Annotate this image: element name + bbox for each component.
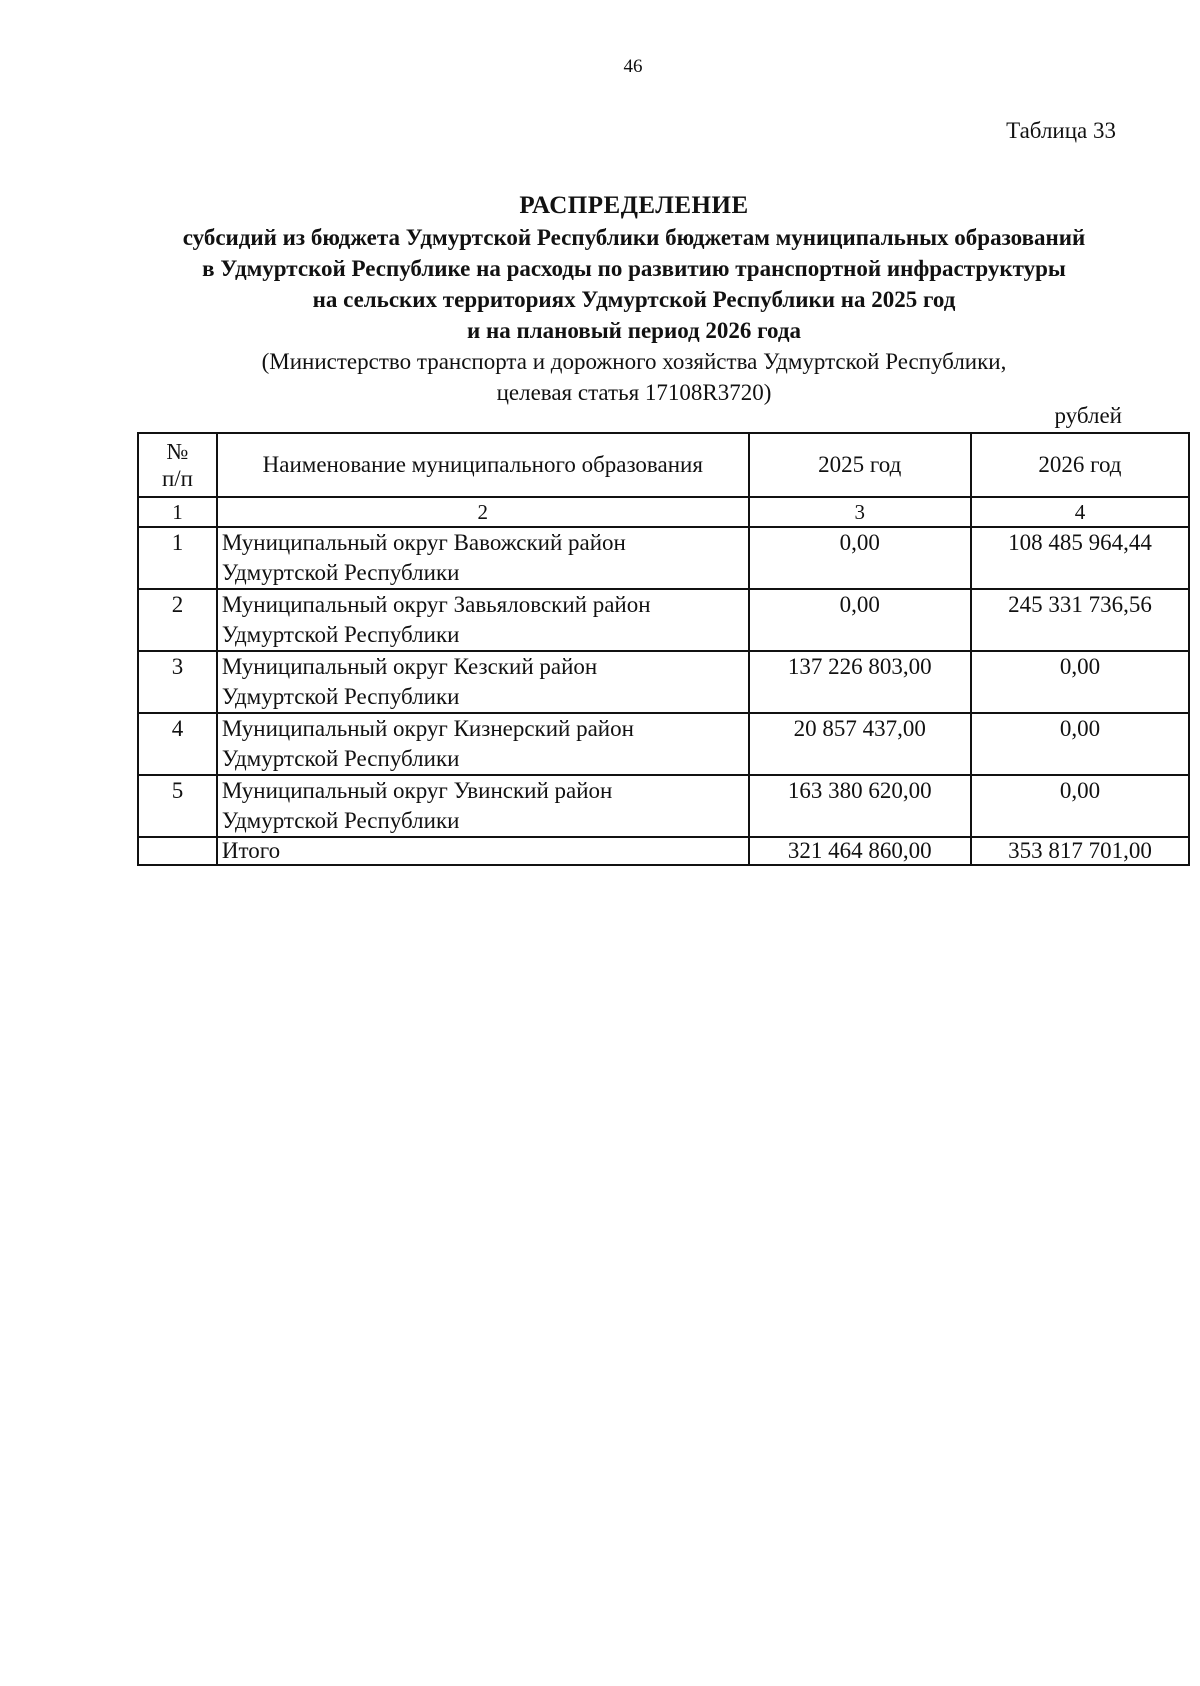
row-name-line-2: Удмуртской Республики xyxy=(221,684,460,709)
header-2026: 2026 год xyxy=(971,433,1189,497)
page-number: 46 xyxy=(623,56,643,77)
subtitle-line-3: на сельских территориях Удмуртской Республики на 2025 год xyxy=(312,287,956,312)
ministry-note-line-1: (Министерство транспорта и дорожного хозяйства Удмуртской Республики, xyxy=(261,349,1007,374)
row-name-line-2: Удмуртской Республики xyxy=(221,622,460,647)
row-name xyxy=(217,527,749,589)
row-name-line-1: Муниципальный округ Кизнерский район xyxy=(221,716,634,741)
row-name-line-2: Удмуртской Республики xyxy=(221,808,460,833)
column-index-row xyxy=(138,497,1189,527)
distribution-table xyxy=(137,432,1190,866)
row-name-line-2: Удмуртской Республики xyxy=(221,746,460,771)
row-name xyxy=(217,589,749,651)
total-number-empty xyxy=(138,837,217,865)
ministry-note-line-2: целевая статья 17108R3720) xyxy=(496,380,772,405)
row-number: 1 xyxy=(138,527,217,589)
document-title: РАСПРЕДЕЛЕНИЕ xyxy=(519,192,749,219)
table-row xyxy=(138,651,1189,713)
row-2025-amount: 0,00 xyxy=(749,527,971,589)
subtitle-line-4: и на плановый период 2026 года xyxy=(466,318,802,343)
total-row xyxy=(138,837,1189,865)
row-2025-amount: 20 857 437,00 xyxy=(749,713,971,775)
row-name-line-2: Удмуртской Республики xyxy=(221,560,460,585)
column-index-cell: 3 xyxy=(749,497,971,527)
row-2026-amount: 0,00 xyxy=(971,775,1189,837)
total-label: Итого xyxy=(217,837,749,865)
row-name-line-1: Муниципальный округ Увинский район xyxy=(221,778,613,803)
subtitle-line-1: субсидий из бюджета Удмуртской Республики бюджетам муниципальных образований xyxy=(182,225,1086,250)
row-2025-amount: 163 380 620,00 xyxy=(749,775,971,837)
row-2026-amount: 0,00 xyxy=(971,713,1189,775)
row-2025-amount: 137 226 803,00 xyxy=(749,651,971,713)
subtitle-line-2: в Удмуртской Республике на расходы по развитию транспортной инфраструктуры xyxy=(202,256,1066,281)
document-heading xyxy=(100,190,1168,408)
units-label: рублей xyxy=(1054,403,1122,428)
row-name-line-1: Муниципальный округ Вавожский район xyxy=(221,530,626,555)
row-number: 5 xyxy=(138,775,217,837)
header-number xyxy=(138,433,217,497)
row-name xyxy=(217,775,749,837)
total-2025-amount: 321 464 860,00 xyxy=(749,837,971,865)
row-2026-amount: 245 331 736,56 xyxy=(971,589,1189,651)
row-name-line-1: Муниципальный округ Кезский район xyxy=(221,654,598,679)
row-number: 4 xyxy=(138,713,217,775)
column-index-cell: 2 xyxy=(217,497,749,527)
row-number: 3 xyxy=(138,651,217,713)
table-header-row xyxy=(138,433,1189,497)
header-number-abbr: п/п xyxy=(161,466,193,491)
table-reference: Таблица 33 xyxy=(1006,118,1116,143)
row-number: 2 xyxy=(138,589,217,651)
header-2025: 2025 год xyxy=(749,433,971,497)
row-2026-amount: 108 485 964,44 xyxy=(971,527,1189,589)
table-row xyxy=(138,527,1189,589)
row-name xyxy=(217,713,749,775)
column-index-cell: 1 xyxy=(138,497,217,527)
table-row xyxy=(138,775,1189,837)
table-row xyxy=(138,589,1189,651)
header-number-symbol: № xyxy=(166,439,189,464)
row-name-line-1: Муниципальный округ Завьяловский район xyxy=(221,592,651,617)
row-2025-amount: 0,00 xyxy=(749,589,971,651)
row-2026-amount: 0,00 xyxy=(971,651,1189,713)
total-2026-amount: 353 817 701,00 xyxy=(971,837,1189,865)
column-index-cell: 4 xyxy=(971,497,1189,527)
table-row xyxy=(138,713,1189,775)
row-name xyxy=(217,651,749,713)
header-name: Наименование муниципального образования xyxy=(217,433,749,497)
